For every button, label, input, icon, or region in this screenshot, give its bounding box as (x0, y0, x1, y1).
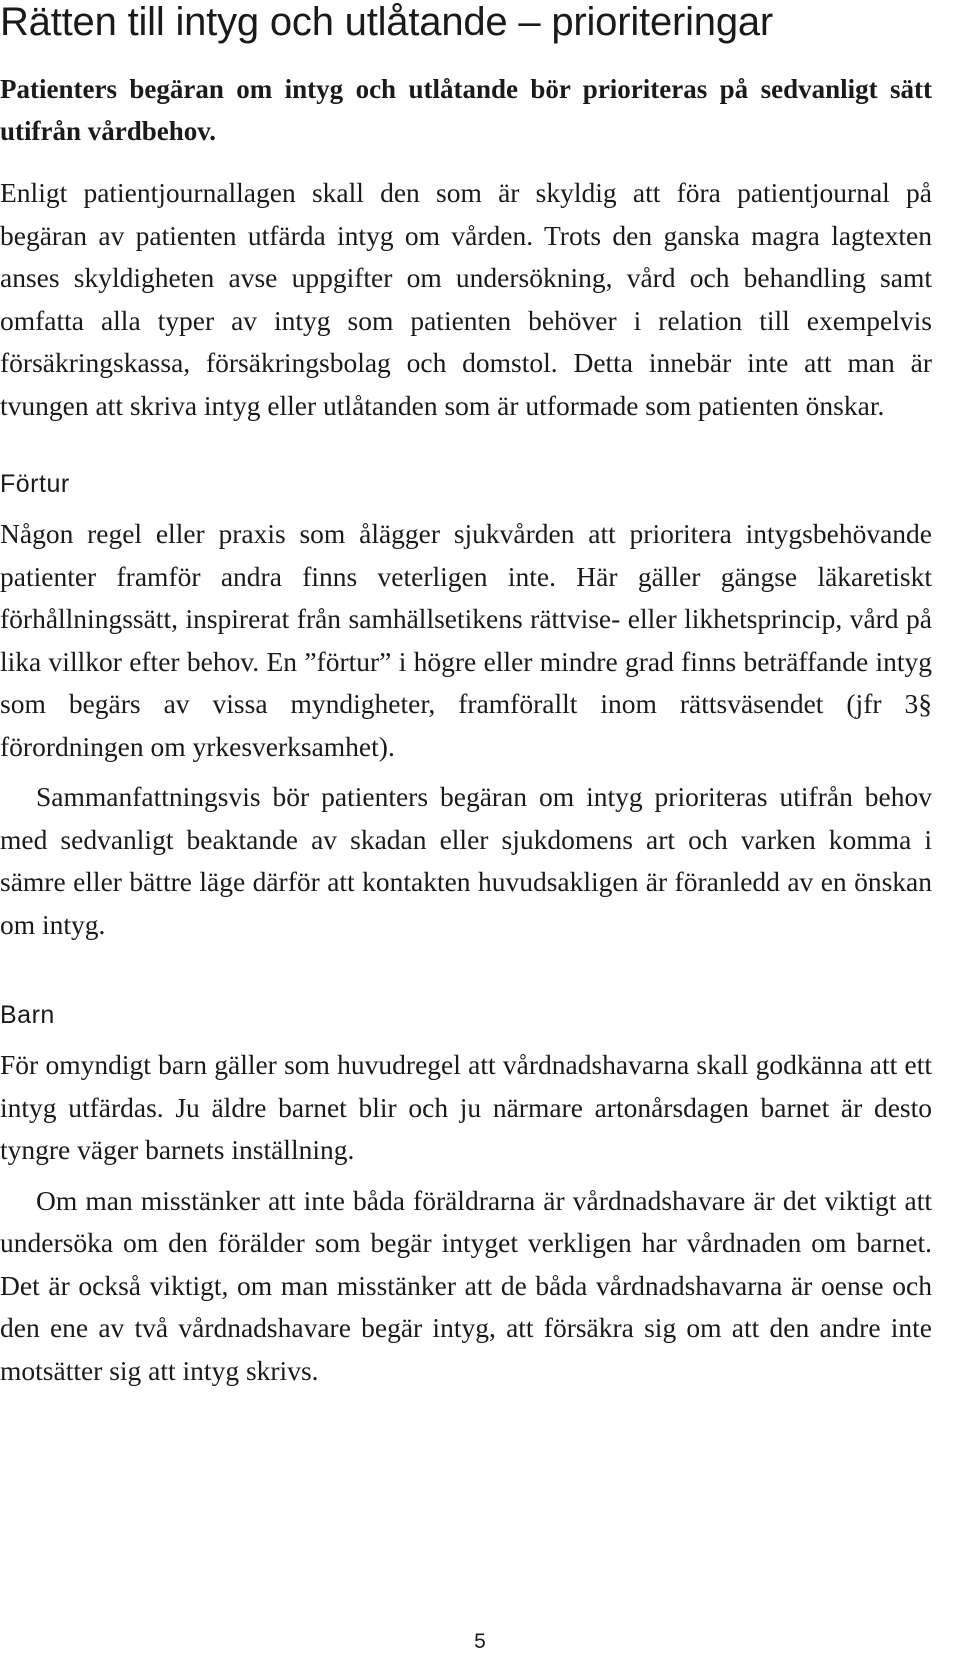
section-barn (0, 1000, 932, 1392)
intro-paragraph: Enligt patientjournallagen skall den som är skyldig att föra patientjournal på begäran av patienten utfärda intyg om vården. Trots den ganska magra lagtexten anses skyldigheten avse uppgifter om undersökning, vård och behandling samt omfatta alla typer av intyg som patienten behöver i relation till exempelvis försäkringskassa, försäkringsbolag och domstol. Detta innebär inte att man är tvungen att skriva intyg eller utlåtanden som är utformade som patienten önskar. (0, 177, 932, 421)
section-heading-barn: Barn (0, 1001, 55, 1029)
lead-paragraph: Patienters begäran om intyg och utlåtande bör prioriteras på sedvanligt sätt utifrån vårdbehov. (0, 74, 932, 146)
section-paragraph: För omyndigt barn gäller som huvudregel att vårdnadshavarna skall godkänna att ett intyg utfärdas. Ju äldre barnet blir och ju närmare artonårsdagen barnet är desto tyngre väger barnets inställning. (0, 1049, 932, 1165)
page-title: Rätten till intyg och utlåtande – prioriteringar (0, 0, 774, 44)
section-paragraph: Om man misstänker att inte båda föräldrarna är vårdnadshavare är det viktigt att undersöka om den förälder som begär intyget verkligen har vårdnaden om barnet. Det är också viktigt, om man misstänker att de båda vårdnadshavarna är oense och den ene av två vårdnadshavare begär intyg, att försäkra sig om att den andre inte motsätter sig att intyg skrivs. (0, 1184, 932, 1386)
section-fortur (0, 469, 932, 946)
section-paragraph: Någon regel eller praxis som ålägger sjukvården att prioritera intygsbehövande patienter framför andra finns veterligen inte. Här gäller gängse läkaretiskt förhållningssätt, inspirerat från samhällsetikens rättvise- eller likhetsprincip, vård på lika villkor efter behov. En ”förtur” i högre eller mindre grad finns beträffande intyg som begärs av vissa myndigheter, framförallt inom rättsväsendet (jfr 3§ förordningen om yrkesverksamhet). (0, 518, 932, 762)
section-paragraph: Sammanfattningsvis bör patienters begäran om intyg prioriteras utifrån behov med sedvanligt beaktande av skadan eller sjukdomens art och varken komma i sämre eller bättre läge därför att kontakten huvudsakligen är föranledd av en önskan om intyg. (0, 781, 932, 940)
section-heading-fortur: Förtur (0, 470, 70, 498)
page-number: 5 (474, 1630, 486, 1653)
